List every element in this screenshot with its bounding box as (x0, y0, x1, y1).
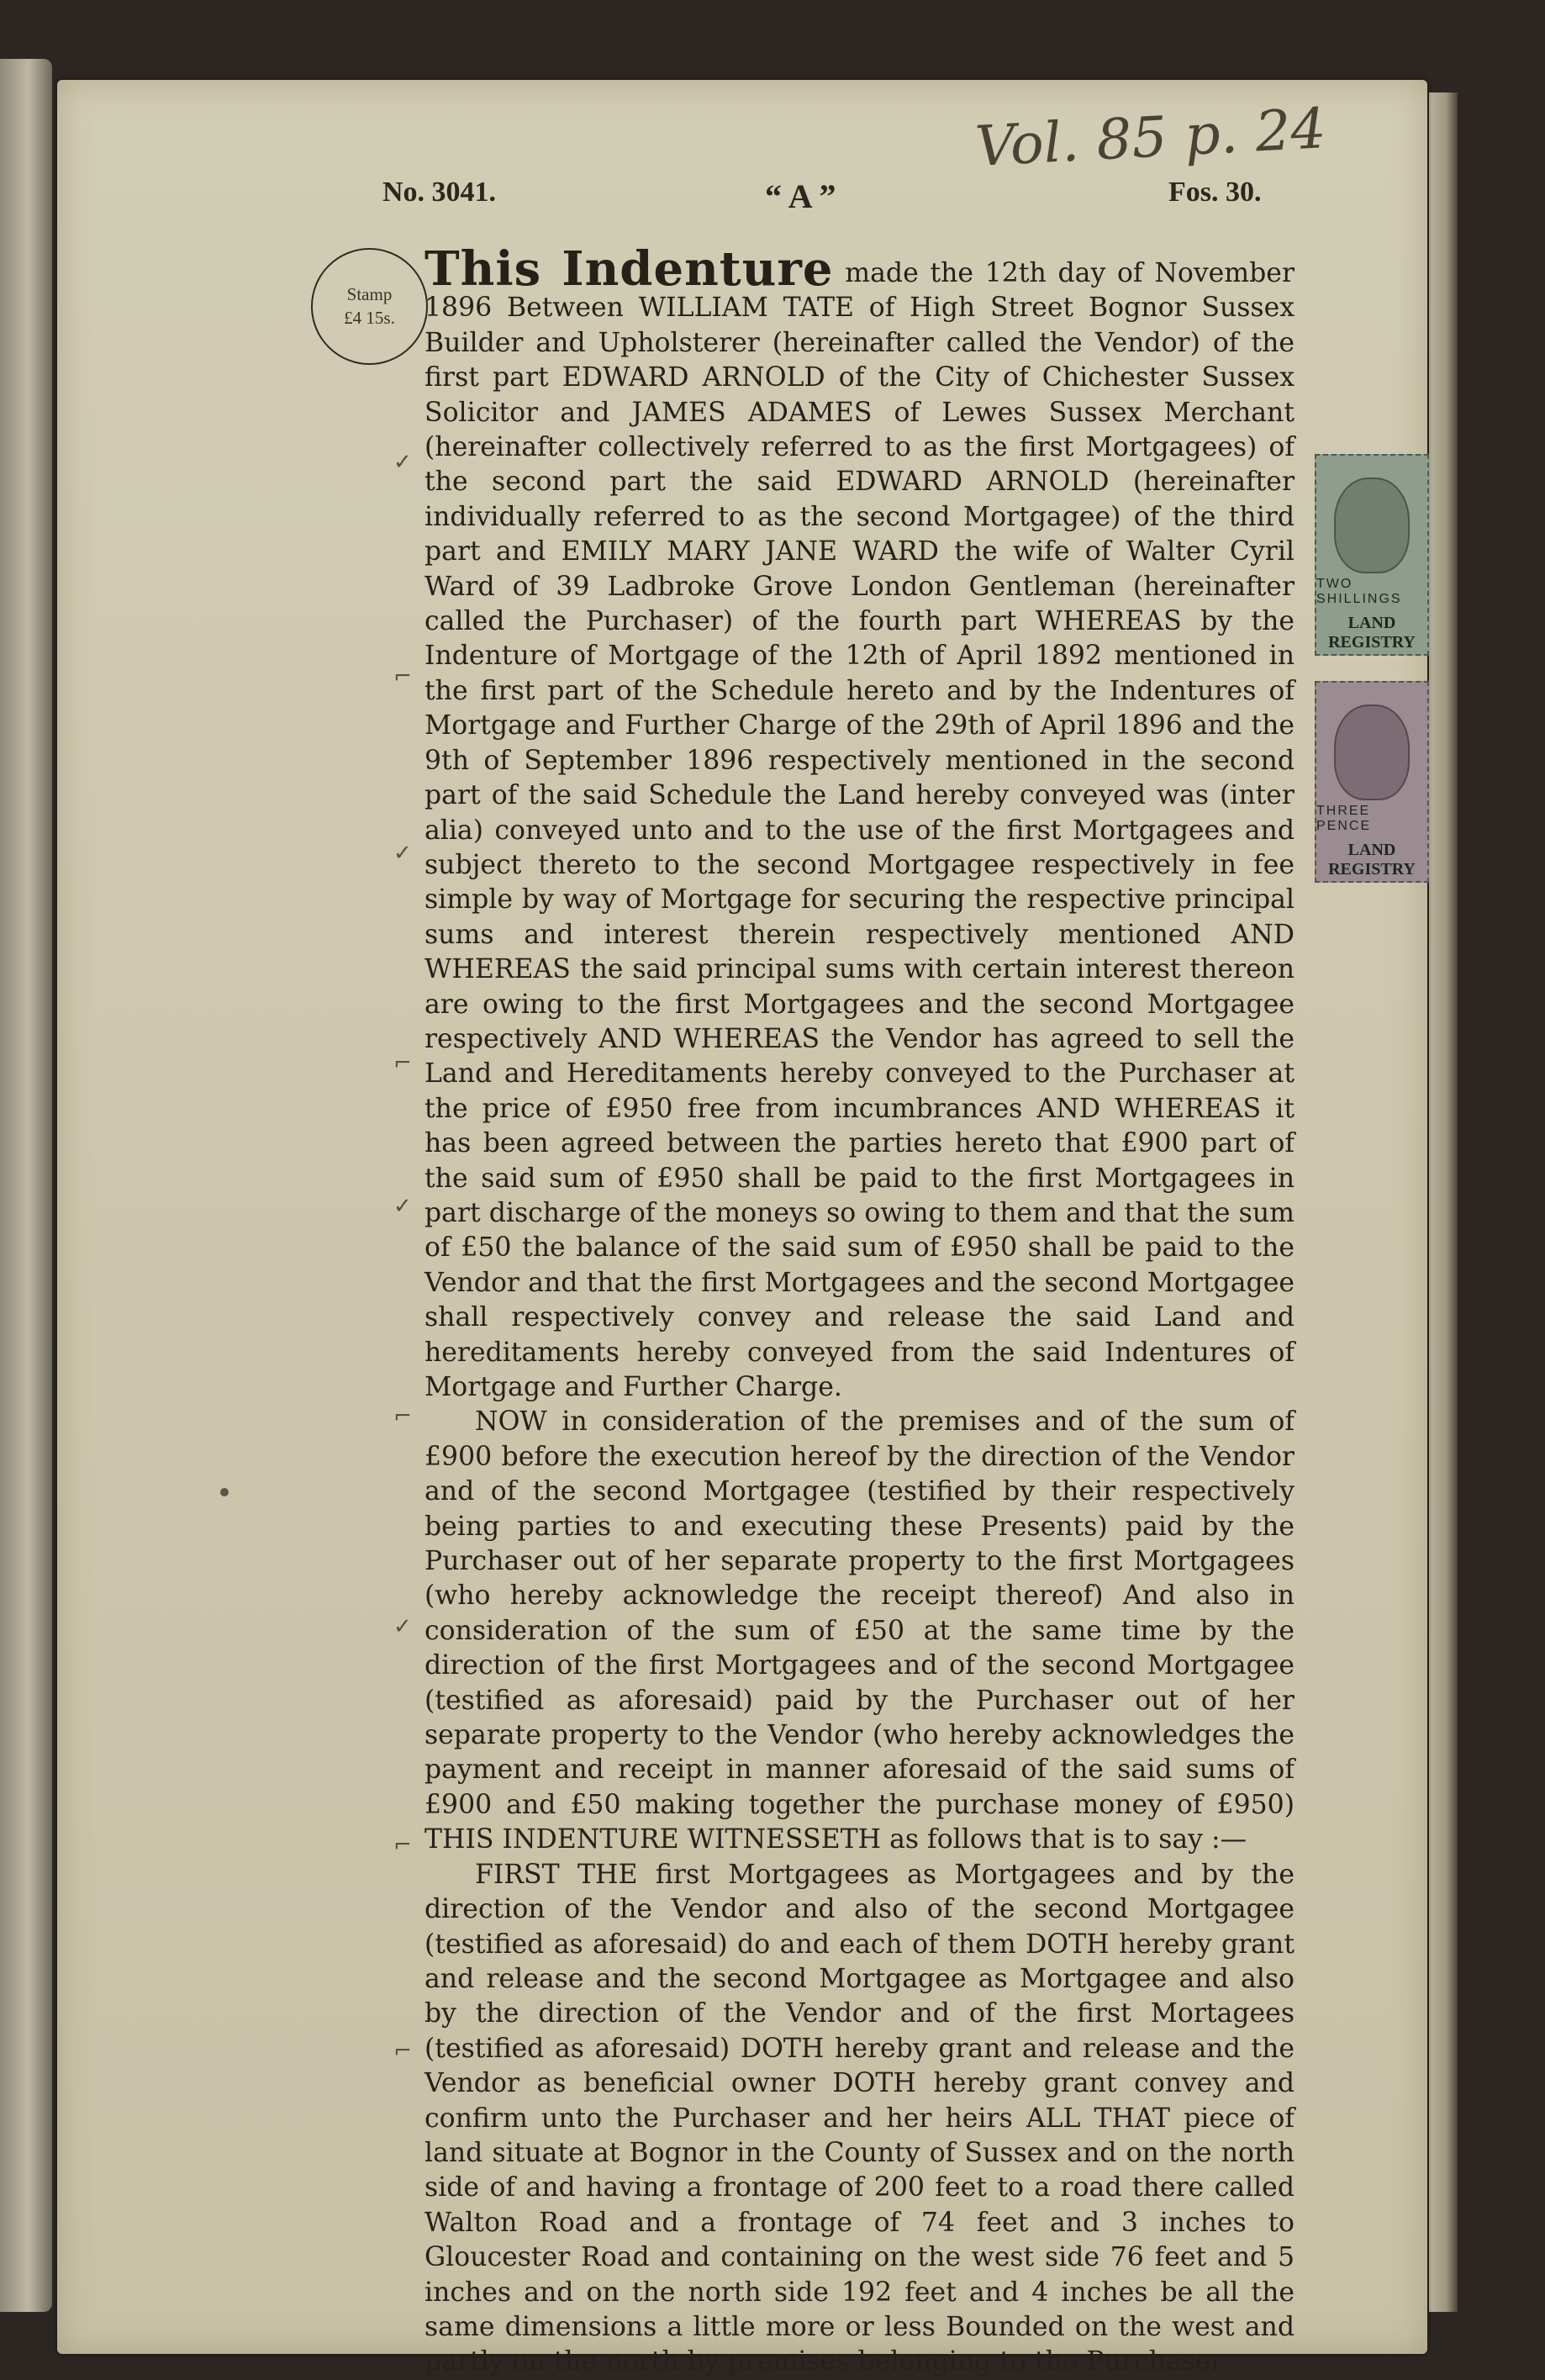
ink-spot (220, 1488, 229, 1496)
stamp-registry-label: LAND REGISTRY (1328, 614, 1416, 652)
queen-portrait-icon (1334, 705, 1410, 800)
stamp-denomination: THREE PENCE (1316, 804, 1372, 833)
stamp-amount: £4 15s. (344, 307, 395, 328)
schedule-letter: “ A ” (765, 177, 836, 215)
stamp-denomination: TWO SHILLINGS (1316, 577, 1402, 606)
stamp-registry-label: LAND REGISTRY (1328, 841, 1416, 879)
margin-tick-mark: ⌐ (393, 1833, 412, 1858)
margin-note-handwritten: Vol. 85 p. 24 (973, 96, 1328, 179)
deed-body (424, 241, 1295, 2380)
margin-tick-mark: ✓ (393, 841, 412, 866)
deed-paragraph-2: NOW in consideration of the premises and of the sum of £900 before the execution hereof by the direction of the Vendor and of the second Mortgagee (testified by their respectively being parties to and executing these Presents) paid by the Purchaser out of her separate property to the first Mortgagees (who hereby acknowledge the receipt thereof) And also in consideration of the sum of £50 at the same time by the direction of the first Mortgagees and of the second Mortgagee (testified as aforesaid) paid by the Purchaser out of her separate property to the Vendor (who hereby acknowledges the payment and receipt in manner aforesaid of the said sums of £900 and £50 making together the purchase money of £950) THIS INDENTURE WITNESSETH as follows that is to say :— (424, 1406, 1295, 1855)
land-registry-stamp-two-shillings (1315, 454, 1429, 656)
margin-tick-mark: ⌐ (393, 1404, 412, 1429)
page-edge (1429, 92, 1458, 2312)
deed-paragraph-1: made the 12th day of November 1896 Between WILLIAM TATE of High Street Bognor Sussex Builder and Upholsterer (hereinafter called the Vendor) of the first part EDWARD ARNOLD of the City of Chichester Sussex Solicitor and JAMES ADAMES of Lewes Sussex Merchant (hereinafter collectively referred to as the first Mortgagees) of the second part the said EDWARD ARNOLD (hereinafter individually referred to as the second Mortgagee) of the third part and EMILY MARY JANE WARD the wife of Walter Cyril Ward of 39 Ladbroke Grove London Gentleman (hereinafter called the Purchaser) of the fourth part WHEREAS by the Indenture of Mortgage of the 12th of April 1892 mentioned in the first part of the Schedule hereto and by the Indentures of Mortgage and Further Charge of the 29th of April 1896 and the 9th of September 1896 respectively mentioned in the second part of the said Schedule the Land hereby conveyed was (inter alia) conveyed unto and to the use of the first Mortgagees and subject thereto to the second Mortgagee respectively in fee simple by way of Mortgage for securing the respective principal sums and interest therein respectively mentioned AND WHEREAS the said principal sums with certain interest thereon are owing to the first Mortgagees and the second Mortgagee respectively AND WHEREAS the Vendor has agreed to sell the Land and Hereditaments hereby conveyed to the Purchaser at the price of £950 free from incumbrances AND WHEREAS it has been agreed between the parties hereto that £900 part of the said sum of £950 shall be paid to the first Mortgagees in part discharge of the moneys so owing to them and that the sum of £50 the balance of the said sum of £950 shall be paid to the Vendor and that the first Mortgagees and the second Mortgagee shall respectively convey and release the said Land and hereditaments hereby conveyed from the said Indentures of Mortgage and Further Charge. (424, 258, 1295, 1402)
stamp-duty-circle (311, 248, 428, 365)
folio-count: Fos. 30. (1168, 177, 1262, 208)
land-registry-stamp-three-pence (1315, 681, 1429, 883)
margin-tick-mark: ⌐ (393, 1051, 412, 1076)
document-number: No. 3041. (382, 177, 497, 208)
stamp-label: Stamp (346, 284, 393, 305)
queen-portrait-icon (1334, 478, 1410, 573)
margin-tick-mark: ⌐ (393, 2039, 412, 2064)
margin-tick-mark: ⌐ (393, 664, 412, 689)
margin-tick-mark: ✓ (393, 1194, 412, 1219)
deed-opening-paragraph (424, 241, 1295, 1405)
deed-paragraph-3: FIRST THE first Mortgagees as Mortgagees and by the direction of the Vendor and also of the second Mortgagee (testified as aforesaid) do and each of them DOTH hereby grant and release and the second Mortgagee as Mortgagee and also by the direction of the Vendor and of the first Mortagees (testified as aforesaid) DOTH hereby grant and release and the Vendor as beneficial owner DOTH hereby grant convey and confirm unto the Purchaser and her heirs ALL THAT piece of land situate at Bognor in the County of Sussex and on the north side of and having a frontage of 200 feet to a road there called Walton Road and a frontage of 74 feet and 3 inches to Gloucester Road and containing on the west side 76 feet and 5 inches and on the north side 192 feet and 4 inches be all the same dimensions a little more or less Bounded on the west and partly on the north by premises belonging to the Purchaser (424, 1859, 1295, 2377)
margin-tick-mark: ✓ (393, 1614, 412, 1639)
book-spine (0, 59, 52, 2312)
opening-words: This Indenture (424, 241, 834, 297)
margin-tick-mark: ✓ (393, 450, 412, 475)
